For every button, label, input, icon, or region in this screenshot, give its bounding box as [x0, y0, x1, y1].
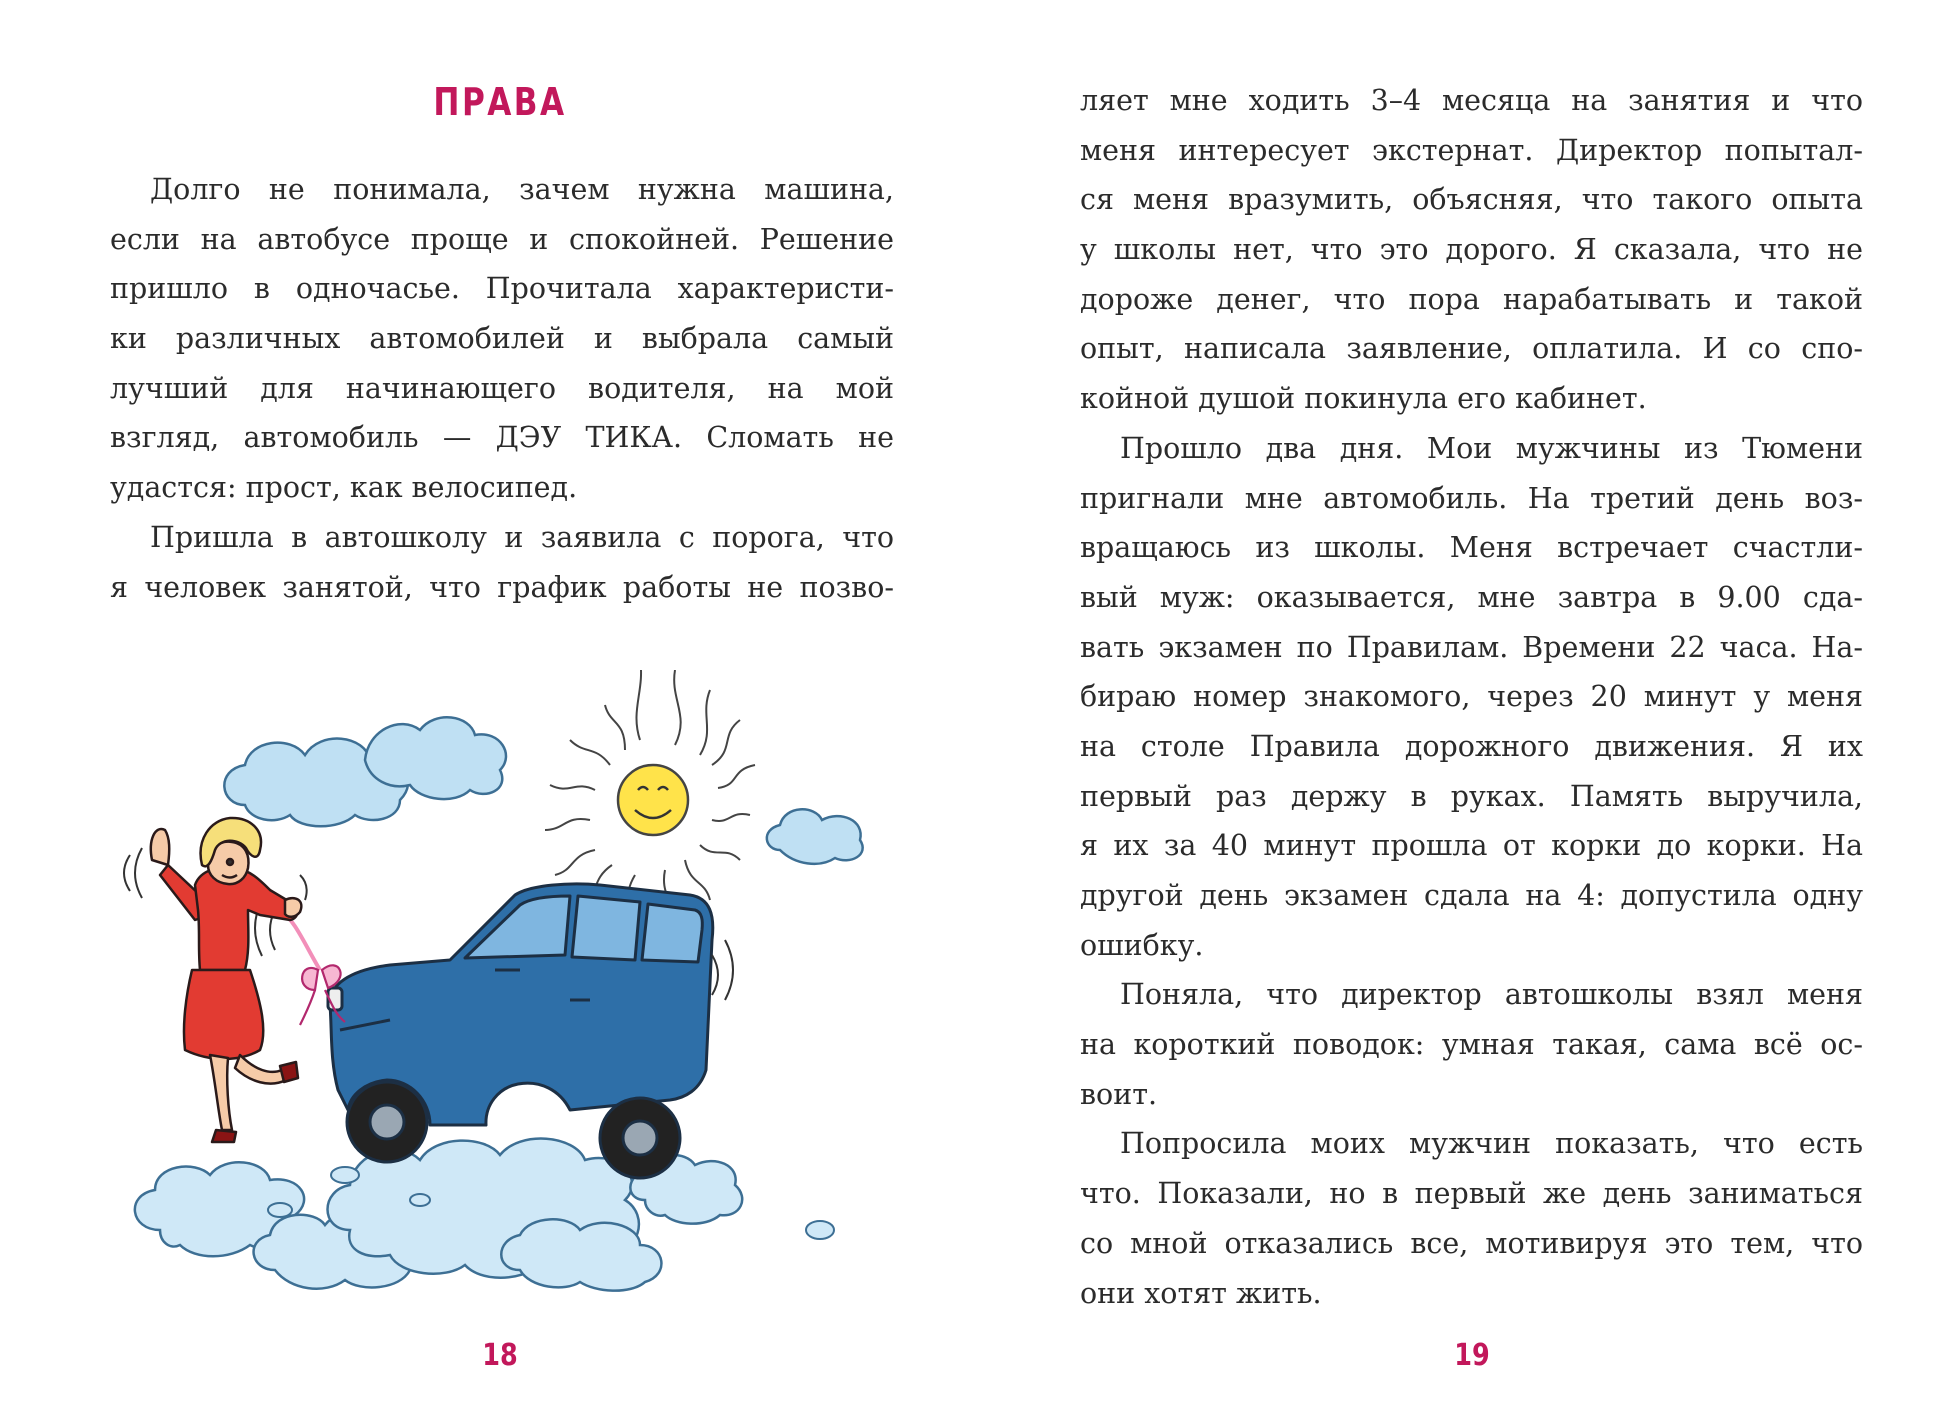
woman-icon — [151, 818, 301, 1142]
text-line: со мной отказались все, мотивируя это тем, что — [1080, 1226, 1863, 1260]
cloud-icon — [224, 717, 506, 826]
text-line: Поняла, что директор автошколы взял меня — [1120, 978, 1863, 1012]
text-line: что. Показали, но в первый же день заниматься — [1080, 1177, 1863, 1211]
text-line: если на автобусе проще и спокойней. Решение — [110, 222, 894, 256]
right-page-text — [1080, 76, 1863, 1318]
text-line: ки различных автомобилей и выбрала самый — [110, 322, 894, 356]
text-line: Попросила моих мужчин показать, что есть — [1120, 1127, 1863, 1161]
text-line: меня интересует экстернат. Директор попытал- — [1080, 133, 1863, 167]
text-line: пригнали мне автомобиль. На третий день воз- — [1080, 481, 1863, 515]
text-line: я их за 40 минут прошла от корки до корки. На — [1080, 829, 1863, 863]
page-number: 19 — [1454, 1338, 1490, 1373]
text-line: бираю номер знакомого, через 20 минут у меня — [1080, 680, 1863, 714]
text-line: Пришла в автошколу и заявила с порога, что — [150, 520, 894, 554]
text-line: Долго не понимала, зачем нужна машина, — [150, 173, 894, 206]
text-line: на столе Правила дорожного движения. Я их — [1080, 729, 1863, 763]
text-line: дороже денег, что пора нарабатывать и такой — [1080, 282, 1863, 316]
car-icon — [328, 884, 713, 1178]
text-line: первый раз держу в руках. Память выручила, — [1080, 779, 1863, 813]
text-line: вращаюсь из школы. Меня встречает счастли- — [1080, 531, 1863, 565]
text-line: ляет мне ходить 3–4 месяца на занятия и что — [1080, 84, 1863, 117]
text-line: они хотят жить. — [1080, 1276, 1322, 1310]
text-line: другой день экзамен сдала на 4: допустила одну — [1080, 879, 1863, 912]
text-line: лучший для начинающего водителя, на мой — [110, 371, 894, 405]
text-line: ся меня вразумить, объясняя, что такого опыта — [1080, 183, 1863, 217]
text-line: на короткий поводок: умная такая, сама всё ос- — [1080, 1028, 1863, 1062]
text-line: опыт, написала заявление, оплатила. И со спо- — [1080, 332, 1863, 366]
text-line: воит. — [1080, 1077, 1158, 1111]
right-page — [980, 0, 1960, 1425]
text-line: вать экзамен по Правилам. Времени 22 часа. На- — [1080, 630, 1863, 664]
illustration-woman-car-clouds — [100, 670, 900, 1310]
text-line: я человек занятой, что график работы не позво- — [110, 570, 894, 604]
page-number: 18 — [482, 1338, 518, 1373]
left-page-text — [110, 165, 894, 612]
chapter-title: ПРАВА — [433, 80, 567, 124]
text-line: ошибку. — [1080, 928, 1204, 962]
text-line: койной душой покинула его кабинет. — [1080, 382, 1647, 416]
text-line: вый муж: оказывается, мне завтра в 9.00 сда- — [1080, 580, 1863, 614]
text-line: Прошло два дня. Мои мужчины из Тюмени — [1120, 431, 1863, 465]
text-line: взгляд, автомобиль — ДЭУ ТИКА. Сломать не — [110, 421, 894, 455]
text-line: пришло в одночасье. Прочитала характеристи- — [110, 272, 894, 306]
text-line: у школы нет, что это дорого. Я сказала, что не — [1080, 233, 1863, 267]
text-line: удастся: прост, как велосипед. — [110, 471, 578, 505]
cloud-icon — [767, 809, 863, 864]
